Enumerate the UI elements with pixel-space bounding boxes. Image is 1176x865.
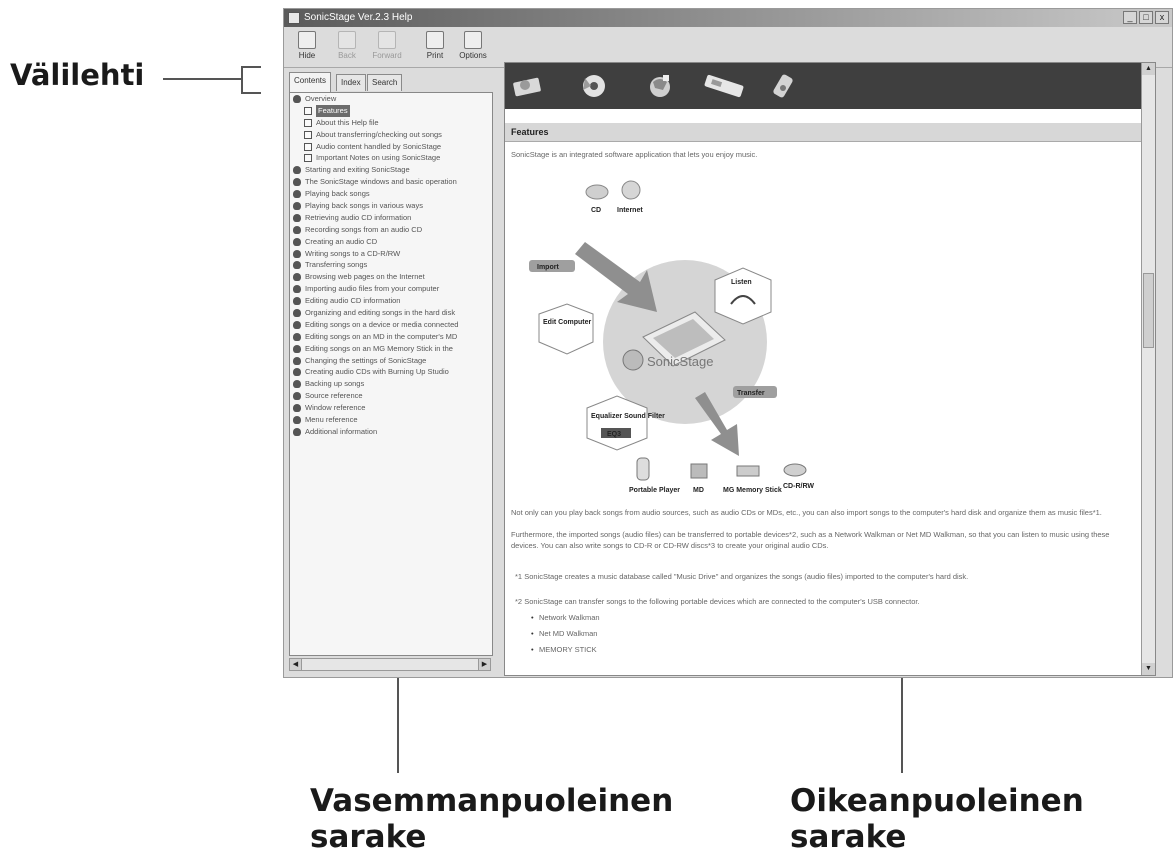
tree-item[interactable]	[290, 224, 492, 236]
book-icon	[293, 345, 301, 353]
tree-item[interactable]	[290, 331, 492, 343]
tree-item-label: About this Help file	[316, 117, 379, 127]
callout-right-pane-label: Oikeanpuoleinen sarake	[790, 783, 1084, 855]
tree-item[interactable]	[290, 93, 492, 105]
tree-item-label: Additional information	[305, 426, 378, 436]
tree-item-label: Editing songs on an MG Memory Stick in the	[305, 343, 453, 353]
tree-item-label: Retrieving audio CD information	[305, 212, 412, 222]
tree-item-label: Editing songs on an MD in the computer's MD	[305, 331, 458, 341]
scroll-right-icon[interactable]: ▶	[478, 659, 490, 670]
tab-index[interactable]: Index	[336, 74, 366, 91]
book-icon	[293, 428, 301, 436]
tree-item[interactable]	[290, 259, 492, 271]
tree-item[interactable]	[290, 176, 492, 188]
vertical-scrollbar[interactable]	[1141, 63, 1155, 675]
callout-tab-bracket-bottom	[241, 92, 261, 94]
tree-item-label: Recording songs from an audio CD	[305, 224, 423, 234]
tree-item[interactable]	[290, 319, 492, 331]
options-button[interactable]: Options	[454, 29, 492, 60]
memory-stick-icon[interactable]	[701, 72, 747, 100]
cdr-device-icon	[784, 464, 806, 476]
portable-player-device-icon	[637, 458, 649, 480]
right-pane	[504, 62, 1156, 676]
book-icon	[293, 297, 301, 305]
tree-item[interactable]	[290, 105, 492, 117]
tree-item-label: Browsing web pages on the Internet	[305, 272, 425, 282]
tree-item-label: Transferring songs	[305, 260, 368, 270]
book-icon	[293, 226, 301, 234]
list-item: • MEMORY STICK	[539, 645, 597, 654]
page-icon	[304, 131, 312, 139]
hide-icon	[298, 31, 316, 49]
tree-item[interactable]	[290, 355, 492, 367]
tree-item-label: Starting and exiting SonicStage	[305, 165, 410, 175]
node-edit-label: Edit Computer	[543, 319, 592, 326]
tree-item[interactable]	[290, 402, 492, 414]
page-icon	[304, 154, 312, 162]
tree-item-label: Changing the settings of SonicStage	[305, 355, 427, 365]
book-icon	[293, 202, 301, 210]
topic-heading: Features	[505, 123, 1155, 142]
callout-left-pane-label: Vasemmanpuoleinen sarake	[310, 783, 674, 855]
import-label: Import	[537, 264, 559, 271]
book-icon	[293, 380, 301, 388]
scroll-down-icon[interactable]: ▼	[1142, 663, 1155, 675]
callout-tab-bracket-top	[241, 66, 261, 68]
options-icon	[464, 31, 482, 49]
tree-item[interactable]	[290, 378, 492, 390]
source-cd-label: CD	[591, 207, 602, 214]
list-item: • Net MD Walkman	[539, 629, 597, 638]
globe-icon[interactable]	[643, 72, 677, 100]
tree-item[interactable]	[290, 141, 492, 153]
book-icon	[293, 190, 301, 198]
tree-item-label: Playing back songs	[305, 189, 370, 199]
footnote-2-marker: *2	[515, 597, 523, 606]
callout-tab-label: Välilehti	[10, 58, 145, 92]
tree-item-label: Editing songs on a device or media connected	[305, 319, 459, 329]
window-title: SonicStage Ver.2.3 Help	[304, 12, 413, 23]
book-icon	[293, 95, 301, 103]
tree-item-label: Source reference	[305, 391, 363, 401]
sonicstage-logo-icon	[623, 350, 643, 370]
footnote-2	[515, 597, 1130, 606]
list-item: • Network Walkman	[539, 613, 600, 622]
tab-strip	[287, 70, 497, 92]
forward-arrow-icon	[378, 31, 396, 49]
scrollbar-thumb[interactable]	[1143, 273, 1154, 348]
tree-item-label: Writing songs to a CD-R/RW	[305, 248, 401, 258]
callout-tab-bracket	[241, 66, 243, 94]
book-icon	[293, 392, 301, 400]
tree-item[interactable]	[290, 307, 492, 319]
tree-item-label: The SonicStage windows and basic operation	[305, 177, 457, 187]
tab-contents[interactable]: Contents	[289, 72, 331, 92]
internet-source-icon	[617, 181, 643, 214]
transfer-label: Transfer	[737, 390, 765, 397]
callout-tab-line	[163, 78, 241, 80]
tree-item-label: Overview	[305, 94, 337, 103]
book-icon	[293, 285, 301, 293]
tree-item[interactable]	[290, 343, 492, 355]
book-icon	[293, 321, 301, 329]
contents-tree	[289, 92, 493, 656]
tree-item-label: Audio content handled by SonicStage	[316, 141, 442, 151]
tree-item[interactable]	[290, 248, 492, 260]
book-icon	[293, 261, 301, 269]
tree-item[interactable]	[290, 200, 492, 212]
maximize-button[interactable]: □	[1139, 11, 1153, 24]
paragraph-1: Not only can you play back songs from audio sources, such as audio CDs or MDs, etc., you can also import songs to the computer's hard disk and organize them as music files*1.	[511, 508, 1102, 517]
equalizer-badge-label: EQ3	[607, 431, 622, 438]
tree-item[interactable]	[290, 390, 492, 402]
sonicstage-diagram	[525, 172, 865, 502]
tree-item[interactable]	[290, 152, 492, 164]
page-icon	[304, 143, 312, 151]
footnote-1-marker: *1	[515, 572, 523, 581]
tree-item-label: About transferring/checking out songs	[316, 129, 442, 139]
book-icon	[293, 357, 301, 365]
footnote-1	[515, 572, 1130, 582]
app-icon	[288, 12, 300, 24]
banner	[505, 63, 1155, 109]
tree-item[interactable]	[290, 271, 492, 283]
paragraph-2: Furthermore, the imported songs (audio files) can be transferred to portable devices*2, such as a Network Walkman or Net MD Walkman, so that you can listen to music using these devices. You can also write songs to CD-R or CD-RW discs*3 to create your original audio CDs.	[511, 530, 1110, 550]
device-md-label: MD	[693, 487, 704, 494]
book-icon	[293, 250, 301, 258]
book-icon	[293, 309, 301, 317]
minimize-button[interactable]: _	[1123, 11, 1137, 24]
tree-item[interactable]	[290, 426, 492, 438]
device-mg-label: MG Memory Stick	[723, 487, 782, 494]
book-icon	[293, 166, 301, 174]
scroll-left-icon[interactable]: ◀	[290, 659, 302, 670]
tree-item-label: Important Notes on using SonicStage	[316, 153, 441, 163]
tree-item[interactable]	[290, 164, 492, 176]
tree-item-label: Backing up songs	[305, 379, 365, 389]
book-icon	[293, 368, 301, 376]
tree-item[interactable]	[290, 129, 492, 141]
source-internet-label: Internet	[617, 207, 643, 214]
node-listen-label: Listen	[731, 279, 752, 286]
book-icon	[293, 416, 301, 424]
device-portable-label: Portable Player	[629, 487, 680, 494]
tree-item[interactable]	[290, 295, 492, 307]
book-icon	[293, 178, 301, 186]
book-icon	[293, 404, 301, 412]
footnote-1-text: SonicStage creates a music database called "Music Drive" and organizes the songs (audio files) imported to the computer's hard disk.	[524, 572, 969, 581]
hide-button[interactable]: Hide	[288, 29, 326, 60]
tree-item-label: Creating an audio CD	[305, 236, 378, 246]
tree-item[interactable]	[290, 283, 492, 295]
tree-item[interactable]	[290, 212, 492, 224]
printer-icon	[426, 31, 444, 49]
back-button[interactable]: Back	[328, 29, 366, 60]
tree-item-label: Features	[318, 105, 348, 115]
tree-item[interactable]	[290, 117, 492, 129]
memory-stick-device-icon	[737, 466, 759, 476]
tree-item[interactable]	[290, 366, 492, 378]
center-label: SonicStage	[647, 354, 714, 369]
cd-player-icon[interactable]	[511, 72, 545, 100]
close-button[interactable]: x	[1155, 11, 1169, 24]
page-icon	[304, 107, 312, 115]
scroll-up-icon[interactable]: ▲	[1142, 63, 1155, 75]
tab-search[interactable]: Search	[367, 74, 402, 91]
portable-player-icon[interactable]	[767, 72, 801, 100]
tree-item[interactable]	[290, 236, 492, 248]
topic-content	[505, 142, 1155, 676]
md-device-icon	[691, 464, 707, 478]
tree-item-label: Menu reference	[305, 415, 358, 425]
device-cdr-label: CD-R/RW	[783, 483, 814, 490]
cd-source-icon	[586, 185, 608, 214]
horizontal-scrollbar[interactable]	[289, 658, 491, 671]
tree-item[interactable]	[290, 188, 492, 200]
node-equalizer-label: Equalizer Sound Filter	[591, 413, 665, 420]
music-disc-icon[interactable]	[577, 72, 611, 100]
page-icon	[304, 119, 312, 127]
edit-computer-node	[539, 304, 593, 354]
print-button[interactable]: Print	[416, 29, 454, 60]
book-icon	[293, 238, 301, 246]
tree-item-label: Playing back songs in various ways	[305, 201, 423, 211]
book-icon	[293, 214, 301, 222]
book-icon	[293, 333, 301, 341]
title-bar[interactable]	[284, 9, 1172, 27]
tree-item-label: Window reference	[305, 403, 366, 413]
topic-intro: SonicStage is an integrated software application that lets you enjoy music.	[511, 150, 758, 159]
tree-item-label: Importing audio files from your computer	[305, 284, 440, 294]
help-window	[283, 8, 1173, 678]
back-arrow-icon	[338, 31, 356, 49]
tree-item-label: Organizing and editing songs in the hard disk	[305, 308, 456, 318]
forward-button[interactable]: Forward	[368, 29, 406, 60]
left-pane	[287, 70, 497, 675]
tree-item-label: Editing audio CD information	[305, 296, 401, 306]
equalizer-node	[587, 396, 647, 450]
tree-item-label: Creating audio CDs with Burning Up Studio	[305, 367, 449, 377]
book-icon	[293, 273, 301, 281]
tree-item[interactable]	[290, 414, 492, 426]
footnote-2-text: SonicStage can transfer songs to the following portable devices which are connected to the computer's USB connector.	[524, 597, 920, 606]
